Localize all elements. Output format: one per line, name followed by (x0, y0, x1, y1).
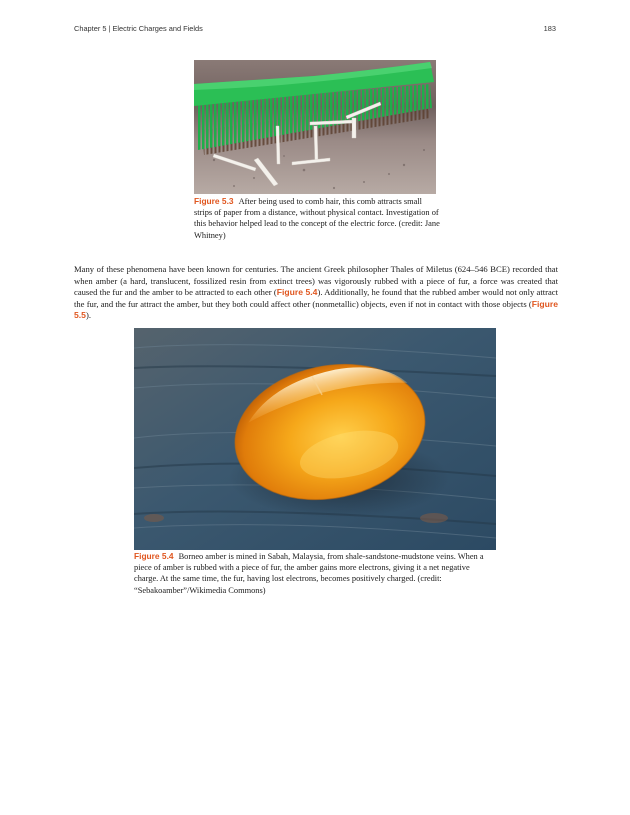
paragraph-text-3: ). (85, 310, 91, 321)
figure-5-3-caption-text: After being used to comb hair, this comb attracts small strips of paper from a distance, without physical contact. Investigation of this behavior helped lead to the concept of the electric force. (credit: Jane Whitney) (194, 197, 440, 240)
running-header (74, 24, 556, 36)
figure-5-4-label: Figure 5.4 (134, 551, 174, 561)
figure-5-4-caption (134, 551, 496, 596)
amber-photo (134, 328, 496, 550)
paragraph-text-1: Many of these phenomena have been known for centuries. The ancient Greek philosopher Thales of Miletus (624–546 BCE) recorded that when amber (a hard, translucent, fossilized resin from extinct trees) was vigorously rubbed with a piece of fur, a force was created that caused the fur and the amber to be attracted to each other ( (74, 264, 558, 298)
figure-5-3-label: Figure 5.3 (194, 196, 234, 206)
amber-illustration (134, 328, 496, 550)
comb-illustration (194, 60, 436, 194)
paragraph-text-2: ). Additionally, he found that the rubbed amber would not only attract the fur, and the fur attract the amber, but they both could affect other (nonmetallic) objects, even if not in contact with those objects ( (74, 287, 559, 309)
figure-5-5-link[interactable]: Figure 5.5 (74, 298, 558, 321)
body-paragraph (74, 264, 558, 322)
comb-photo (194, 60, 436, 194)
chapter-title: Chapter 5 | Electric Charges and Fields (74, 24, 203, 33)
figure-5-4-caption-text: Borneo amber is mined in Sabah, Malaysia, from shale-sandstone-mudstone veins. When a piece of amber is rubbed with a piece of fur, the amber gains more electrons, giving it a net negative charge. At the same time, the fur, having lost electrons, becomes positively charged. (credit: “Sebakoamber”/Wikimedia Commons) (134, 552, 484, 595)
figure-5-4-link[interactable]: Figure 5.4 (276, 287, 318, 298)
page-number: 183 (543, 24, 556, 33)
figure-5-3-caption (194, 196, 440, 241)
